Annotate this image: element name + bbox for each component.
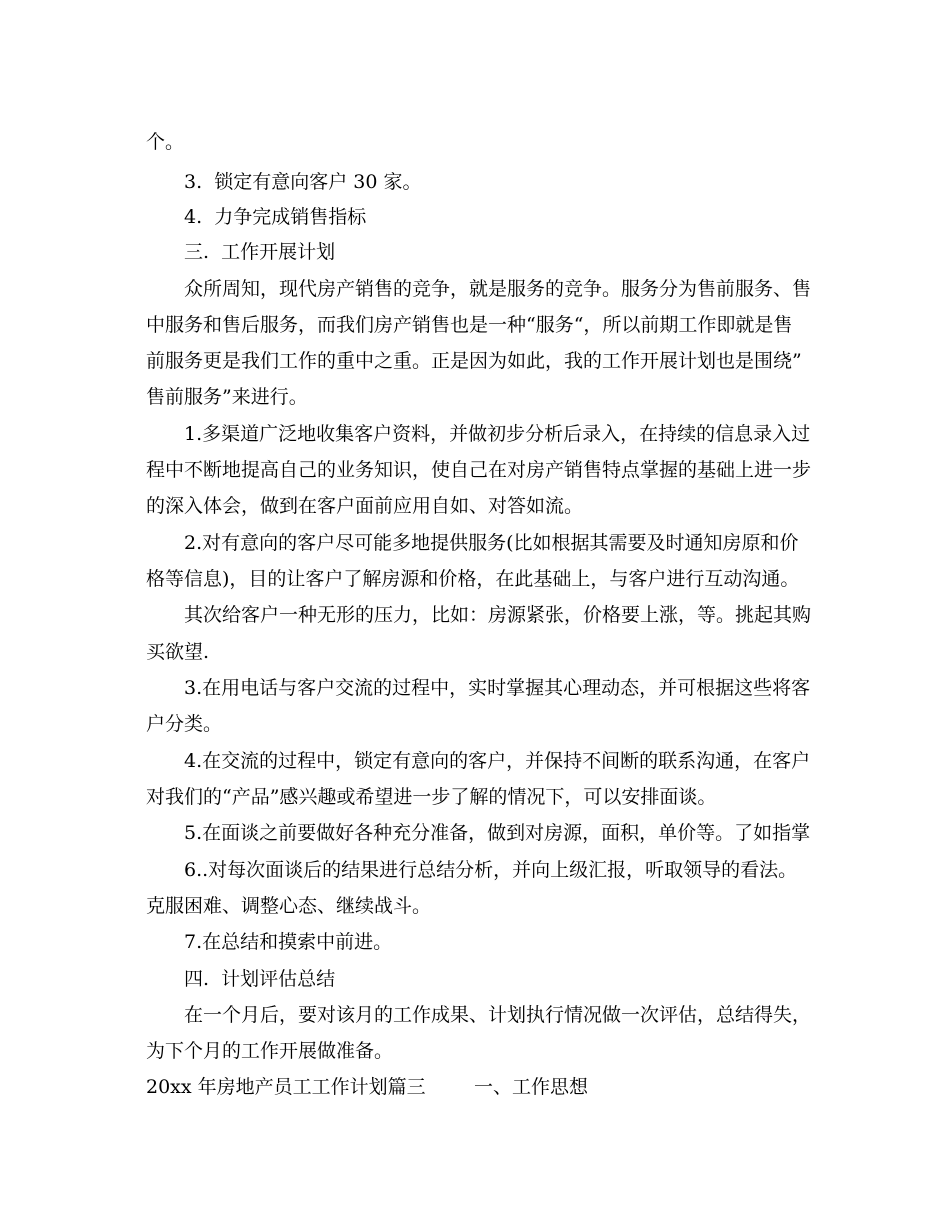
text-line: 6..对每次面谈后的结果进行总结分析，并向上级汇报，听取领导的看法。	[184, 859, 798, 881]
text-line: 三. 工作开展计划	[184, 241, 336, 263]
text-line: 为下个月的工作开展做准备。	[146, 1040, 394, 1062]
text-line: 3.在用电话与客户交流的过程中，实时掌握其心理动态，并可根据这些将客	[184, 677, 811, 699]
text-line: 程中不断地提高自己的业务知识，使自己在对房产销售特点掌握的基础上进一步	[146, 459, 812, 481]
text-line: 1.多渠道广泛地收集客户资料，并做初步分析后录入，在持续的信息录入过	[184, 423, 811, 445]
text-line: 其次给客户一种无形的压力，比如：房源紧张，价格要上涨，等。挑起其购	[184, 604, 812, 626]
text-line: 格等信息)，目的让客户了解房源和价格，在此基础上，与客户进行互动沟通。	[146, 568, 800, 590]
text-line: 7.在总结和摸索中前进。	[184, 931, 393, 953]
text-line: 的深入体会，做到在客户面前应用自如、对答如流。	[146, 495, 584, 517]
text-line: 对我们的“产品”感兴趣或希望进一步了解的情况下，可以安排面谈。	[146, 786, 717, 808]
text-line: 20xx 年房地产员工工作计划篇三 一、工作思想	[146, 1076, 588, 1098]
text-line: 3. 锁定有意向客户 30 家。	[184, 171, 422, 193]
text-line: 在一个月后，要对该月的工作成果、计划执行情况做一次评估，总结得失，	[184, 1004, 812, 1026]
text-line: 四. 计划评估总结	[184, 968, 336, 990]
text-line: 4. 力争完成销售指标	[184, 206, 367, 228]
text-line: 4.在交流的过程中，锁定有意向的客户，并保持不间断的联系沟通，在客户	[184, 750, 811, 772]
text-line: 众所周知，现代房产销售的竞争，就是服务的竞争。服务分为售前服务、售	[184, 278, 812, 300]
text-line: 中服务和售后服务，而我们房产销售也是一种“服务“，所以前期工作即就是售	[146, 314, 793, 336]
text-line: 克服困难、调整心态、继续战斗。	[146, 895, 432, 917]
text-line: 2.对有意向的客户尽可能多地提供服务(比如根据其需要及时通知房原和价	[184, 532, 799, 554]
text-line: 5.在面谈之前要做好各种充分准备，做到对房源，面积，单价等。了如指掌	[184, 822, 811, 844]
text-line: 前服务更是我们工作的重中之重。正是因为如此，我的工作开展计划也是围绕”	[146, 350, 802, 372]
text-line: 买欲望.	[146, 641, 210, 663]
text-line: 个。	[146, 131, 185, 153]
text-line: 户分类。	[146, 713, 223, 735]
text-line: 售前服务”来进行。	[146, 386, 308, 408]
